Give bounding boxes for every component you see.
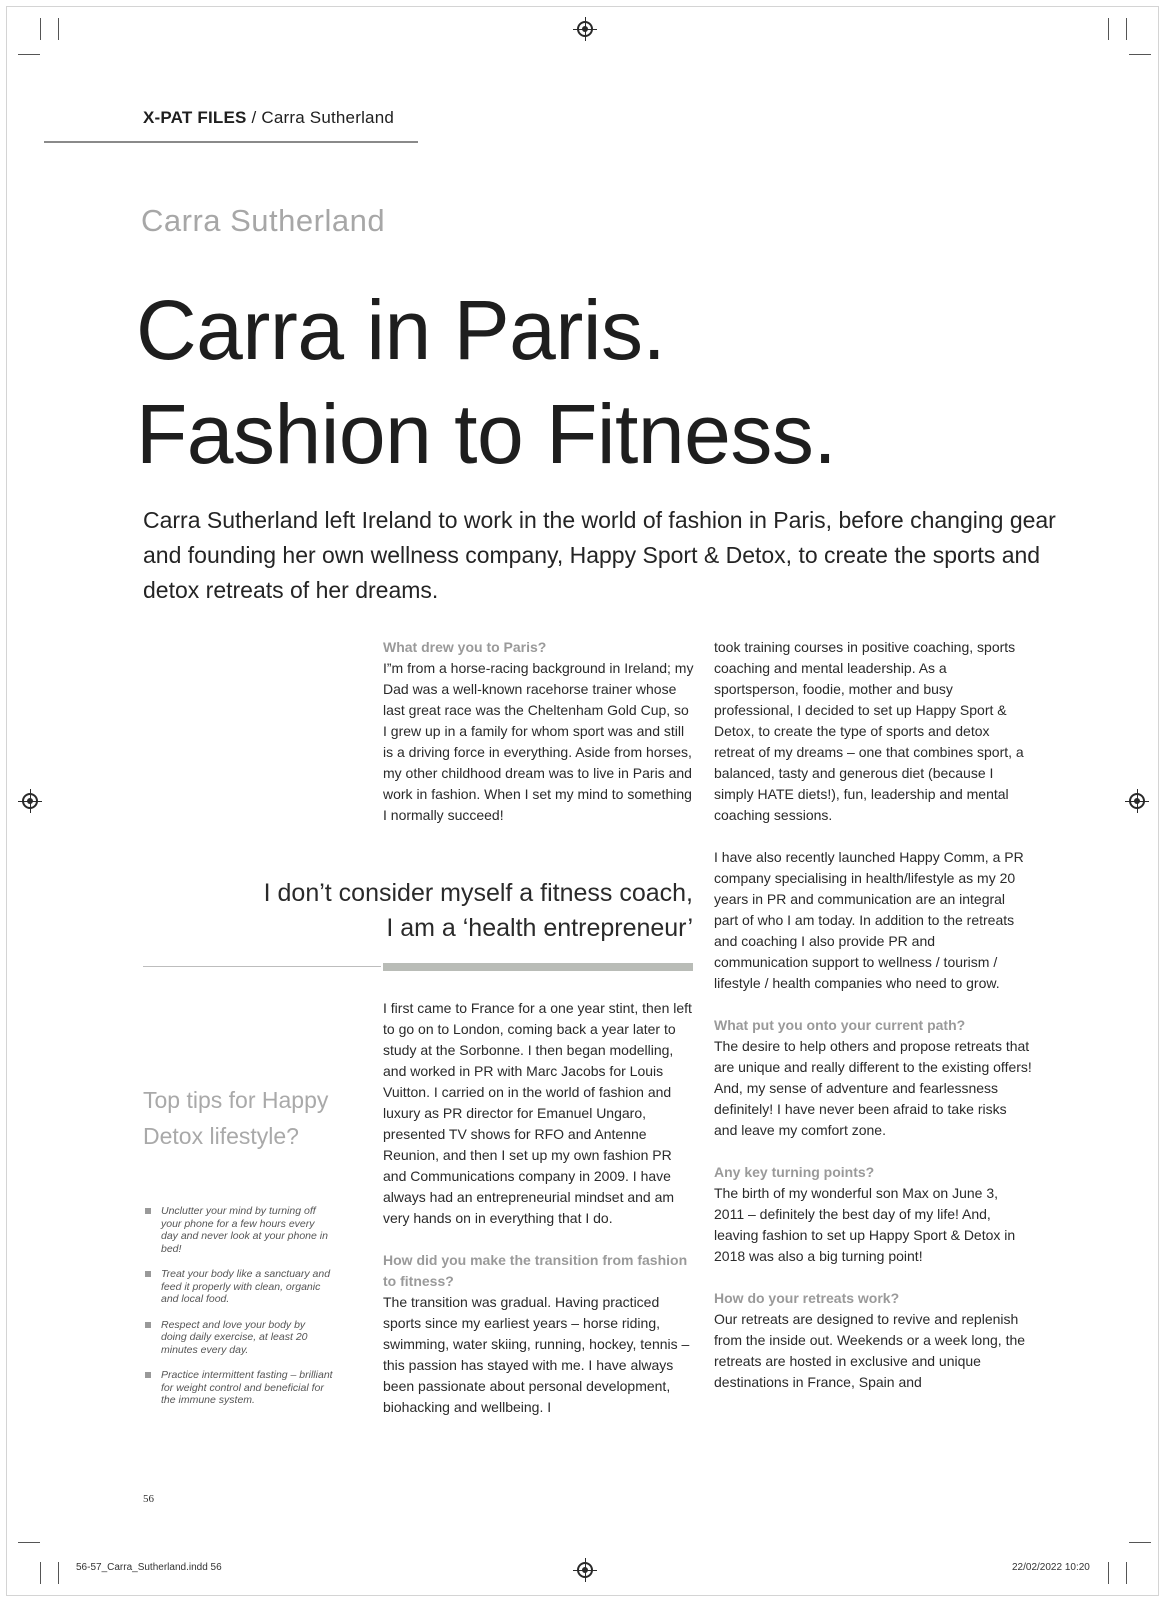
header-rule	[44, 141, 418, 143]
section-name: Carra Sutherland	[261, 108, 395, 127]
pull-quote-rule	[143, 966, 381, 967]
section-label: X-PAT FILES	[143, 108, 247, 127]
question-heading: What drew you to Paris?	[383, 639, 547, 655]
tip-item: Treat your body like a sanctuary and feed it properly with clean, organic and local food.	[143, 1268, 333, 1306]
slug-timestamp: 22/02/2022 10:20	[1012, 1562, 1090, 1573]
author-name: Carra Sutherland	[141, 203, 386, 238]
crop-mark	[58, 1562, 59, 1584]
body-paragraph: I have also recently launched Happy Comm, a PR company specialising in health/lifestyle as my 20 years in PR and communication are an integral part of who I am today. In addition to the retreats and coaching I also provide PR and communication support to wellness / tourism / lifestyle / health companies who need to grow.	[714, 849, 1024, 991]
headline-line-1: Carra in Paris.	[136, 283, 666, 377]
tip-item: Practice intermittent fasting – brilliant for weight control and beneficial for the immune system.	[143, 1369, 333, 1407]
crop-mark	[1126, 18, 1127, 40]
pull-quote-bar	[383, 963, 693, 971]
body-paragraph: I first came to France for a one year stint, then left to go on to London, coming back a year later to study at the Sorbonne. I then began modelling, and worked in PR with Marc Jacobs for Louis Vuitton. I carried on in the world of fashion and luxury as PR director for Emanuel Ungaro, presented TV shows for RFO and Antenne Reunion, and then I set up my own fashion PR and Communications company in 2009. I have always had an entrepreneurial mindset and am very hands on in everything that I do.	[383, 1000, 692, 1226]
tip-item: Unclutter your mind by turning off your phone for a few hours every day and never look at your phone in bed!	[143, 1205, 333, 1255]
column-right	[714, 637, 1032, 1393]
crop-mark	[1108, 1562, 1109, 1584]
tips-title: Top tips for Happy Detox lifestyle?	[143, 1087, 329, 1149]
column-middle-bottom	[383, 998, 695, 1418]
crop-mark	[58, 18, 59, 40]
body-paragraph: took training courses in positive coaching, sports coaching and mental leadership. As a sportsperson, foodie, mother and busy professional, I decided to set up Happy Sport & Detox, to create the type of sports and detox retreat of my dreams – one that combines sport, a balanced, tasty and generous diet (because I simply HATE diets!), fun, leadership and mental coaching sessions.	[714, 639, 1024, 823]
answer-paragraph: The desire to help others and propose retreats that are unique and really different to the existing offers! And, my sense of adventure and fearlessness definitely! I have never been afraid to take risks and leave my comfort zone.	[714, 1038, 1032, 1138]
registration-mark-icon	[1129, 793, 1145, 809]
pull-quote-line-2: I am a ‘health entrepreneur’	[386, 914, 693, 942]
crop-mark	[1126, 1562, 1127, 1584]
question-heading: What put you onto your current path?	[714, 1017, 966, 1033]
answer-paragraph: The birth of my wonderful son Max on June 3, 2011 – definitely the best day of my life! And, leaving fashion to set up Happy Sport & Detox in 2018 was also a big turning point!	[714, 1185, 1016, 1264]
crop-mark	[40, 1562, 41, 1584]
tips-list	[143, 1205, 333, 1420]
registration-mark-icon	[577, 1562, 593, 1578]
crop-mark	[1108, 18, 1109, 40]
crop-mark	[1129, 54, 1151, 55]
tip-item: Respect and love your body by doing daily exercise, at least 20 minutes every day.	[143, 1319, 333, 1357]
answer-paragraph: Our retreats are designed to revive and replenish from the inside out. Weekends or a week long, the retreats are hosted in exclusive and unique destinations in France, Spain and	[714, 1311, 1026, 1390]
section-header	[143, 108, 394, 128]
pull-quote-line-1: I don’t consider myself a fitness coach,	[263, 879, 693, 907]
question-heading: How do your retreats work?	[714, 1290, 900, 1306]
pull-quote	[150, 876, 693, 946]
headline-line-2: Fashion to Fitness.	[136, 387, 837, 481]
page-number: 56	[143, 1493, 154, 1505]
question-heading: Any key turning points?	[714, 1164, 875, 1180]
answer-paragraph: I”m from a horse-racing background in Ireland; my Dad was a well-known racehorse trainer whose last great race was the Cheltenham Gold Cup, so I grew up in a family for whom sport was and still is a driving force in everything. Aside from horses, my other childhood dream was to live in Paris and work in fashion. When I set my mind to something I normally succeed!	[383, 660, 694, 823]
registration-mark-icon	[577, 21, 593, 37]
answer-paragraph: The transition was gradual. Having practiced sports since my earliest years – horse riding, swimming, water skiing, running, hockey, tennis – this passion has stayed with me. I have always been passionate about personal development, biohacking and wellbeing. I	[383, 1294, 690, 1415]
column-middle-top	[383, 637, 695, 826]
crop-mark	[18, 1542, 40, 1543]
slug-filename: 56-57_Carra_Sutherland.indd 56	[76, 1562, 222, 1573]
crop-mark	[40, 18, 41, 40]
headline	[136, 278, 1096, 486]
registration-mark-icon	[22, 793, 38, 809]
crop-mark	[18, 54, 40, 55]
standfirst: Carra Sutherland left Ireland to work in the world of fashion in Paris, before changing gear and founding her own wellness company, Happy Sport & Detox, to create the sports and detox retreats of her dreams.	[143, 507, 1056, 603]
crop-mark	[1129, 1542, 1151, 1543]
question-heading: How did you make the transition from fashion to fitness?	[383, 1252, 688, 1289]
section-separator: /	[246, 108, 262, 127]
